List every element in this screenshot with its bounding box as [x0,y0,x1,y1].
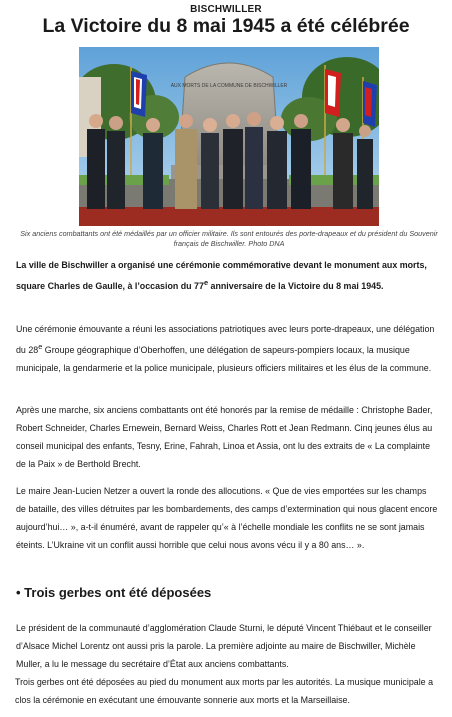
article-headline: La Victoire du 8 mai 1945 a été célébrée [42,15,410,37]
body-paragraph [16,320,438,377]
article-photo [79,47,379,226]
article-kicker: BISCHWILLER [190,4,262,15]
lead-superscript: e [203,278,209,287]
lead-paragraph [16,256,438,295]
body-paragraph: Trois gerbes ont été déposées au pied du monument aux morts par les autorités. La musique municipale a clos la cérémonie en exécutant une émouvante sonnerie aux morts et la Marseillaise. [15,677,434,705]
monument-inscription: AUX MORTS DE LA COMMUNE DE BISCHWILLER [170,83,288,89]
body-paragraph: Après une marche, six anciens combattants ont été honorés par la remise de médaille : Christophe Bader, Robert Schneider, Charles Ernewein, Bernard Weiss, Charles Rott et Jean Redmann. Cinq jeunes élus au conseil municipal des enfants, Tesny, Erine, Fahrah, Linoa et Assia, ont lu des extraits de « La complainte de la Paix » de Berthold Brecht. [16,405,433,469]
paragraph-superscript: e [38,342,43,351]
paragraph-text: Une cérémonie émouvante a réuni les associations patriotiques avec leurs porte-drapeaux, une délégation du 28 [16,324,435,355]
photo-caption: Six anciens combattants ont été médaillés par un officier militaire. Ils sont entourés des porte-drapeaux et du président du Souvenir français de Bischwiller. Photo DNA [20,229,438,248]
ceremony-photo-illustration [79,47,379,226]
body-paragraph: Le maire Jean-Lucien Netzer a ouvert la ronde des allocutions. « Que de vies emportées sur les champs de bataille, des villes détruites par les bombardements, des camps d’extermination qui nous glacent encore aujourd’hui… », a-t-il énuméré, avant de rappeler qu’« à l’échelle mondiale les conflits ne se sont jamais éteints. L’Ukraine vit un conflit aussi horrible que celui nous avons vécu il y a 80 ans… ». [16,486,438,550]
paragraph-text-end: Groupe géographique d’Oberhoffen, une délégation de sapeurs-pompiers locaux, la musique municipale, la gendarmerie et la police municipale, plusieurs officiers militaires et les élus de la commune. [16,344,432,373]
lead-text-end: anniversaire de la Victoire du 8 mai 1945. [208,280,384,291]
body-paragraph: Le président de la communauté d’agglomération Claude Sturni, le député Vincent Thiébaut et le conseiller d’Alsace Michel Lorentz ont aussi pris la parole. La première adjointe au maire de Bischwiller, Michèle Muller, a lu le message du secrétaire d’État aux anciens combattants. [16,623,432,669]
section-subheading: • Trois gerbes ont été déposées [16,585,212,600]
lead-text: La ville de Bischwiller a organisé une cérémonie commémorative devant le monument aux morts, square Charles de Gaulle, à l’occasion du 77 [16,260,427,291]
